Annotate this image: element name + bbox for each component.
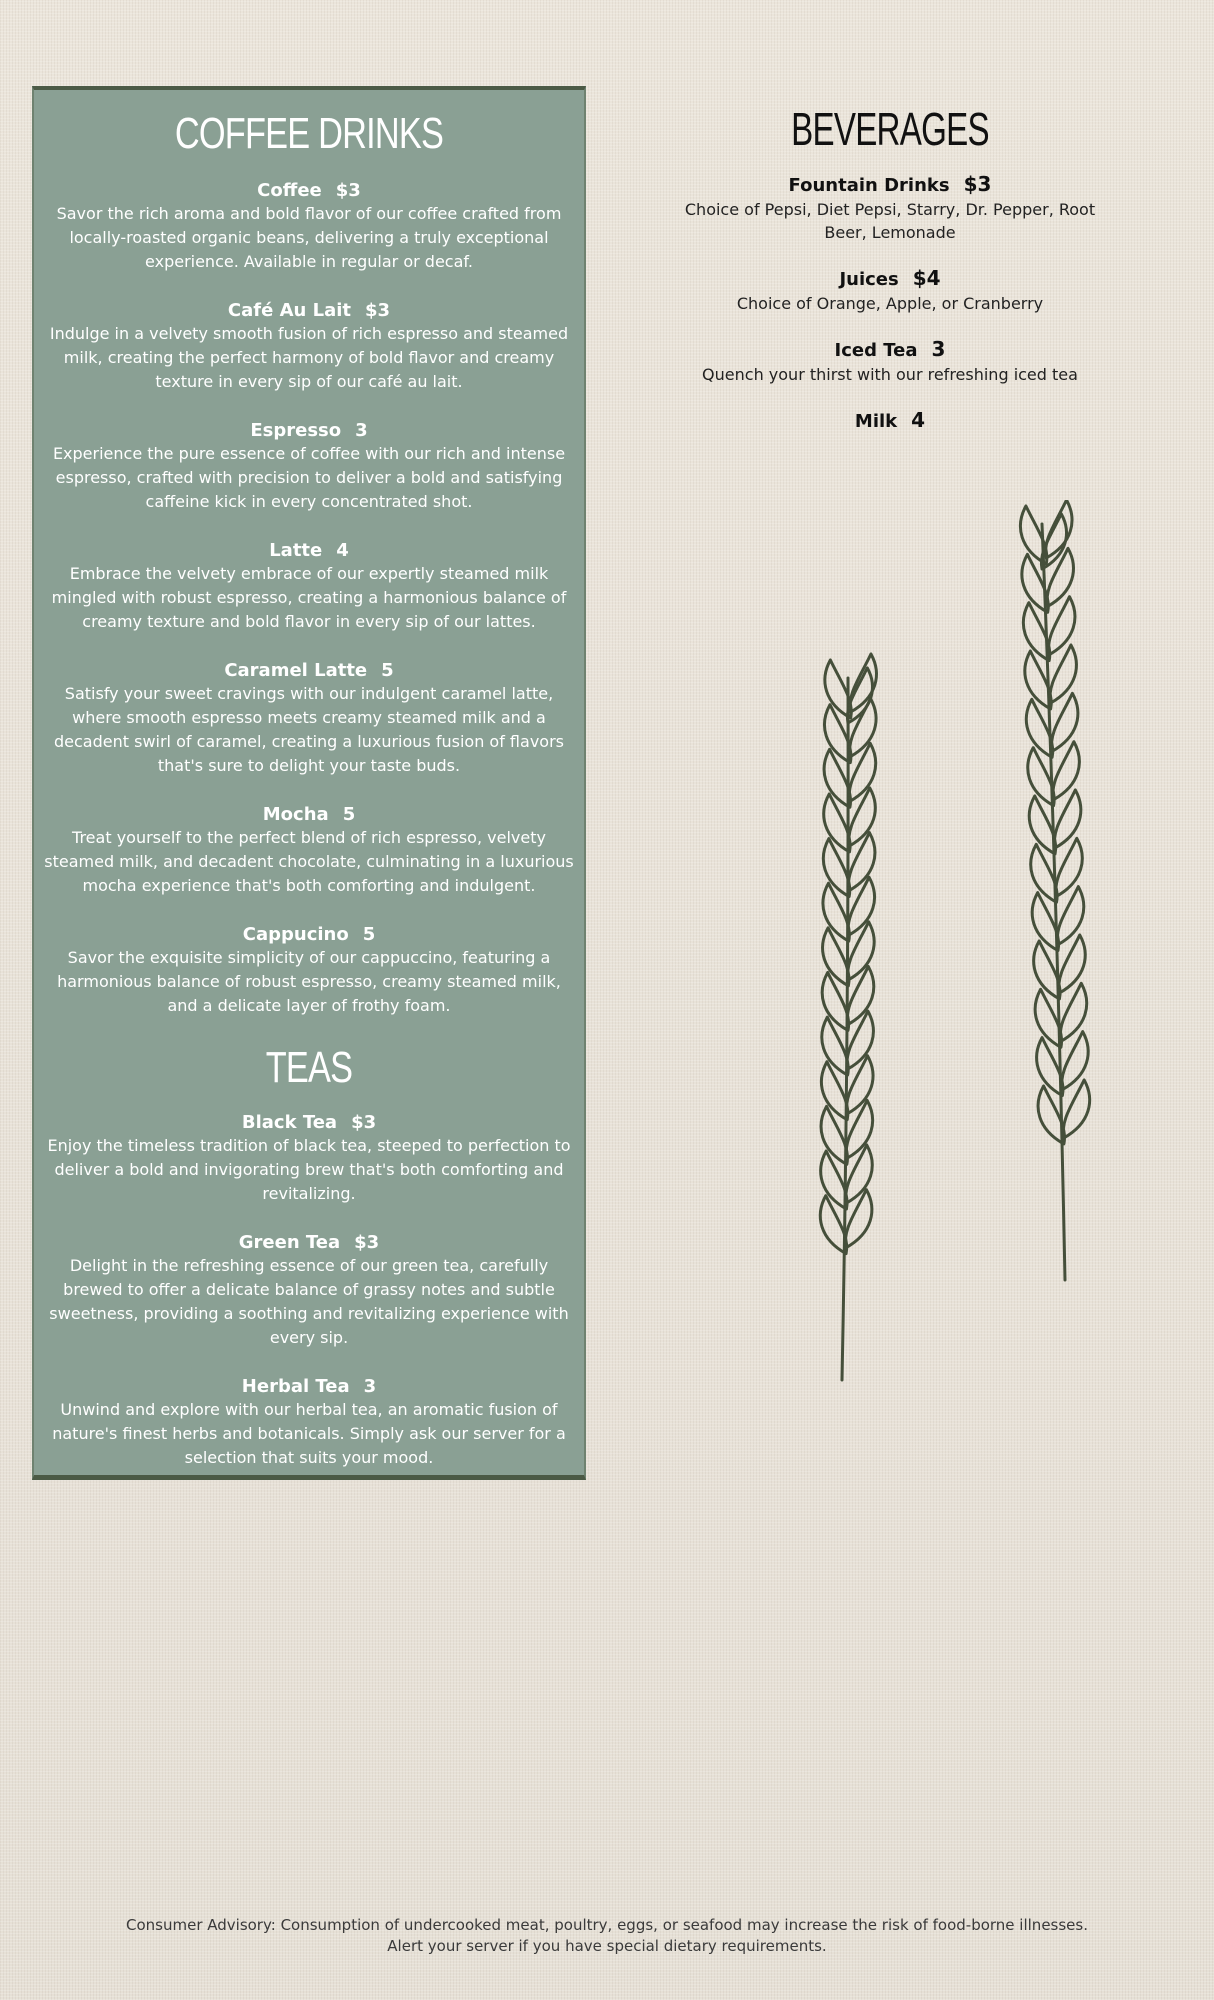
menu-item-header — [660, 408, 1120, 434]
menu-item-description: Treat yourself to the perfect blend of rich espresso, velvety steamed milk, and decadent chocolate, culminating in a luxurious mocha experience that's both comforting and indulgent. — [44, 828, 574, 895]
advisory-line-1: Consumer Advisory: Consumption of undercooked meat, poultry, eggs, or seafood may increase the risk of food-borne illnesses. — [126, 1916, 1088, 1934]
menu-item-caramel-latte — [38, 660, 580, 778]
menu-item-price: 4 — [911, 408, 926, 432]
menu-item-header — [660, 172, 1120, 198]
menu-item-name: Mocha — [262, 804, 329, 825]
menu-item-name: Iced Tea — [834, 340, 918, 361]
menu-item-name: Latte — [269, 540, 323, 561]
menu-item-herbal-tea — [38, 1376, 580, 1470]
menu-item-header — [38, 420, 580, 442]
menu-item-name: Caramel Latte — [224, 660, 368, 681]
menu-item-price: 5 — [381, 660, 394, 681]
menu-item-name: Juices — [839, 269, 899, 290]
advisory-line-2: Alert your server if you have special dietary requirements. — [387, 1937, 827, 1955]
menu-item-juices — [660, 266, 1120, 315]
beverages-section — [660, 103, 1120, 456]
menu-item-green-tea — [38, 1232, 580, 1350]
menu-item-iced-tea — [660, 337, 1120, 386]
menu-item-milk — [660, 408, 1120, 434]
menu-item-header — [38, 804, 580, 826]
menu-item-price: 3 — [363, 1376, 377, 1397]
coffee-drinks-heading: COFFEE DRINKS — [174, 109, 444, 158]
menu-item-header — [38, 1376, 580, 1398]
menu-item-description: Enjoy the timeless tradition of black tea, steeped to perfection to deliver a bold and invigorating brew that's both comforting and revitalizing. — [47, 1136, 571, 1203]
menu-item-cafe-au-lait — [38, 300, 580, 394]
menu-item-price: 3 — [355, 420, 368, 441]
menu-item-name: Fountain Drinks — [788, 175, 950, 196]
wheat-grain — [820, 1196, 846, 1254]
consumer-advisory — [60, 1915, 1154, 1957]
teas-heading: TEAS — [265, 1043, 353, 1092]
menu-item-description: Indulge in a velvety smooth fusion of rich espresso and steamed milk, creating the perfect harmony of bold flavor and creamy texture in every sip of our café au lait. — [49, 324, 569, 391]
menu-item-price: 4 — [336, 540, 349, 561]
menu-item-header — [660, 337, 1120, 363]
wheat-grain — [1063, 1080, 1089, 1138]
menu-item-coffee — [38, 180, 580, 274]
menu-item-price: 3 — [931, 337, 946, 361]
menu-item-espresso — [38, 420, 580, 514]
wheat-stalk-illustration — [780, 500, 1140, 1400]
menu-item-description: Savor the rich aroma and bold flavor of our coffee crafted from locally-roasted organic beans, delivering a truly exceptional experience. Available in regular or decaf. — [56, 204, 562, 271]
menu-item-name: Milk — [854, 411, 898, 432]
menu-item-price: $3 — [335, 180, 361, 201]
menu-item-header — [38, 1232, 580, 1254]
menu-item-name: Herbal Tea — [241, 1376, 350, 1397]
menu-item-header — [38, 1112, 580, 1134]
menu-item-description: Choice of Orange, Apple, or Cranberry — [736, 294, 1044, 313]
menu-item-header — [38, 540, 580, 562]
menu-item-description: Experience the pure essence of coffee with our rich and intense espresso, crafted with precision to deliver a bold and satisfying caffeine kick in every concentrated shot. — [52, 444, 566, 511]
menu-item-description: Unwind and explore with our herbal tea, an aromatic fusion of nature's finest herbs and botanicals. Simply ask our server for a selection that suits your mood. — [52, 1400, 566, 1467]
menu-item-description: Savor the exquisite simplicity of our cappuccino, featuring a harmonious balance of robust espresso, creamy steamed milk, and a delicate layer of frothy foam. — [57, 948, 561, 1015]
menu-item-price: $3 — [354, 1232, 380, 1253]
menu-item-header — [38, 660, 580, 682]
menu-item-price: $3 — [365, 300, 391, 321]
wheat-grain — [845, 1190, 871, 1248]
menu-item-latte — [38, 540, 580, 634]
menu-item-name: Café Au Lait — [227, 300, 351, 321]
menu-item-price: 5 — [342, 804, 356, 825]
menu-item-description: Choice of Pepsi, Diet Pepsi, Starry, Dr. Pepper, Root Beer, Lemonade — [684, 200, 1096, 242]
menu-item-cappucino — [38, 924, 580, 1018]
menu-item-header — [38, 300, 580, 322]
menu-item-header — [660, 266, 1120, 292]
menu-item-description: Quench your thirst with our refreshing iced tea — [702, 365, 1078, 384]
menu-item-description: Delight in the refreshing essence of our green tea, carefully brewed to offer a delicate balance of grassy notes and subtle sweetness, providing a soothing and revitalizing experience with every sip. — [49, 1256, 569, 1347]
menu-item-price: $3 — [351, 1112, 377, 1133]
menu-item-name: Black Tea — [241, 1112, 338, 1133]
menu-item-price: 5 — [362, 924, 376, 945]
menu-item-header — [38, 924, 580, 946]
menu-item-description: Embrace the velvety embrace of our expertly steamed milk mingled with robust espresso, creating a harmonious balance of creamy texture and bold flavor in every sip of our lattes. — [51, 564, 567, 631]
menu-item-header — [38, 180, 580, 202]
menu-item-name: Espresso — [250, 420, 342, 441]
menu-item-description: Satisfy your sweet cravings with our indulgent caramel latte, where smooth espresso meets creamy steamed milk and a decadent swirl of caramel, creating a luxurious fusion of flavors that's sure to delight your taste buds. — [54, 684, 564, 775]
coffee-teas-panel — [32, 86, 586, 1480]
menu-item-price: $4 — [912, 266, 941, 290]
menu-item-mocha — [38, 804, 580, 898]
menu-item-name: Cappucino — [242, 924, 349, 945]
menu-item-price: $3 — [963, 172, 992, 196]
menu-item-black-tea — [38, 1112, 580, 1206]
menu-item-name: Coffee — [257, 180, 322, 201]
beverages-heading: BEVERAGES — [791, 103, 989, 155]
menu-item-name: Green Tea — [238, 1232, 341, 1253]
menu-item-fountain-drinks — [660, 172, 1120, 244]
